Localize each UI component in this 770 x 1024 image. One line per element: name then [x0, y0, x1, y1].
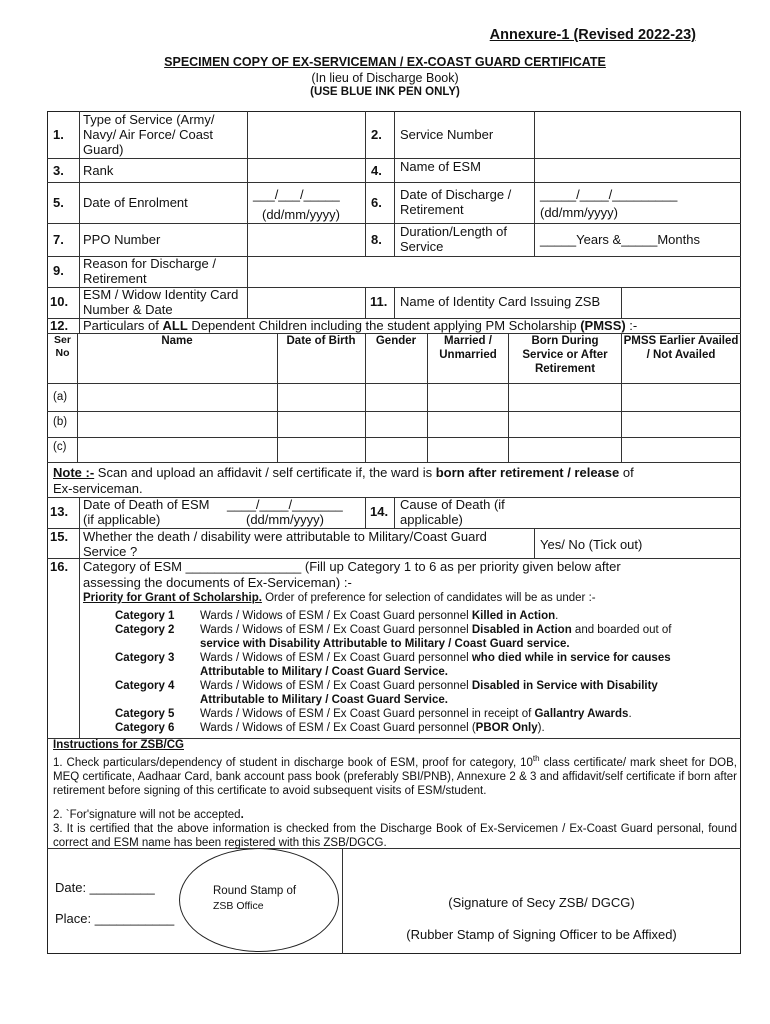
date-format-hint: (dd/mm/yyyy)	[262, 207, 340, 222]
category-name: Category 6	[115, 722, 175, 734]
instruction-2: 2. `For'signature will not be accepted.	[53, 809, 244, 821]
field-number: 9.	[53, 263, 64, 278]
stamp-label: ZSB Office	[213, 900, 264, 912]
field-number: 7.	[53, 232, 64, 247]
col-rule	[394, 287, 395, 318]
field-number: 5.	[53, 195, 64, 210]
row-rule	[47, 383, 741, 384]
date-field[interactable]: Date: _________	[55, 880, 155, 895]
service-duration-label: Duration/Length of Service	[400, 224, 507, 254]
field-number: 16.	[50, 559, 69, 574]
category-text: Wards / Widows of ESM / Ex Coast Guard personnel Disabled in Service with Disability	[200, 680, 658, 692]
category-name: Category 5	[115, 708, 175, 720]
children-particulars-label: Particulars of ALL Dependent Children including the student applying PM Scholarship (PMSS) :-	[83, 318, 638, 333]
col-rule	[79, 318, 80, 333]
ppo-number-label: PPO Number	[83, 232, 161, 247]
col-rule	[621, 333, 622, 462]
col-rule	[277, 333, 278, 462]
category-name: Category 3	[115, 652, 175, 664]
discharge-reason-label: Reason for Discharge / Retirement	[83, 256, 216, 286]
stamp-label: Round Stamp of	[213, 885, 297, 897]
discharge-date-blank[interactable]: _____/____/_________	[540, 187, 678, 202]
affidavit-note-cont: Ex-serviceman.	[53, 481, 143, 496]
col-rule	[79, 111, 80, 318]
ink-instruction: (USE BLUE INK PEN ONLY)	[310, 86, 460, 98]
row-rule	[47, 462, 741, 463]
rank-label: Rank	[83, 163, 114, 178]
category-text: Wards / Widows of ESM / Ex Coast Guard personnel in receipt of Gallantry Awards.	[200, 708, 632, 720]
field-number: 14.	[370, 504, 389, 519]
row-rule	[47, 411, 741, 412]
field-number: 12.	[50, 318, 69, 333]
field-number: 3.	[53, 163, 64, 178]
category-text-cont: Attributable to Military / Coast Guard Service.	[200, 666, 448, 678]
death-cause-label: Cause of Death (if applicable)	[400, 497, 505, 527]
instructions-heading: Instructions for ZSB/CG	[53, 739, 184, 751]
table-row-label: (c)	[53, 441, 67, 453]
rubber-stamp-note: (Rubber Stamp of Signing Officer to be Affixed)	[406, 927, 677, 942]
instruction-1: 1. Check particulars/dependency of student in discharge book of ESM, proof for category, 10th class certificate/ mark sheet for DOB, MEQ certificate, Aadhaar Card, bank account pass book (preferably SBI/PNB), Annexure 2 & 3 and affidavit/self certificate if born after retirement before signing of this certificate to avoid subsequent visits of ESM/student.	[53, 754, 737, 797]
field-number: 6.	[371, 195, 382, 210]
col-rule	[77, 333, 78, 462]
col-rule	[247, 111, 248, 318]
category-text: Wards / Widows of ESM / Ex Coast Guard personnel Disabled in Action and boarded out of	[200, 624, 672, 636]
death-date-blank[interactable]: ____/____/_______	[227, 497, 343, 512]
col-rule	[79, 558, 80, 738]
table-row-label: (b)	[53, 416, 68, 428]
col-rule	[534, 111, 535, 256]
field-number: 4.	[371, 163, 382, 178]
attributable-answer[interactable]: Yes/ No (Tick out)	[540, 537, 643, 552]
document-subtitle: (In lieu of Discharge Book)	[311, 71, 459, 85]
col-header-married: Married / Unmarried	[439, 335, 497, 361]
col-rule	[365, 333, 366, 462]
document-title: SPECIMEN COPY OF EX-SERVICEMAN / EX-COAST GUARD CERTIFICATE	[164, 55, 606, 69]
col-header-born: Born During Service or After Retirement	[522, 335, 608, 375]
enrolment-date-label: Date of Enrolment	[83, 195, 188, 210]
category-text-cont: Attributable to Military / Coast Guard Service.	[200, 694, 448, 706]
attributable-question: Whether the death / disability were attributable to Military/Coast Guard Service ?	[83, 529, 487, 559]
category-text: Wards / Widows of ESM / Ex Coast Guard personnel (PBOR Only).	[200, 722, 545, 734]
field-number: 2.	[371, 127, 382, 142]
col-header-dob: Date of Birth	[286, 335, 356, 347]
annexure-label: Annexure-1 (Revised 2022-23)	[489, 27, 696, 43]
secretary-signature: (Signature of Secy ZSB/ DGCG)	[448, 895, 635, 910]
field-number: 1.	[53, 127, 64, 142]
death-date-label: Date of Death of ESM (if applicable)	[83, 497, 210, 527]
col-header-ser: Ser No	[54, 334, 71, 359]
esm-category-line: Category of ESM ________________ (Fill up Category 1 to 6 as per priority given below after	[83, 559, 621, 574]
category-text: Wards / Widows of ESM / Ex Coast Guard personnel who died while in service for causes	[200, 652, 671, 664]
place-field[interactable]: Place: ___________	[55, 911, 175, 926]
table-row-label: (a)	[53, 391, 68, 403]
service-type-label: Type of Service (Army/ Navy/ Air Force/ Coast Guard)	[83, 112, 215, 157]
category-name: Category 1	[115, 610, 175, 622]
esm-name-label: Name of ESM	[400, 159, 481, 174]
category-text-cont: service with Disability Attributable to Military / Coast Guard service.	[200, 638, 570, 650]
col-rule	[365, 497, 366, 528]
esm-category-line: assessing the documents of Ex-Serviceman) :-	[83, 575, 352, 590]
priority-heading: Priority for Grant of Scholarship. Order of preference for selection of candidates will be as under :-	[83, 592, 596, 604]
service-number-label: Service Number	[400, 127, 494, 142]
affidavit-note: Note :- Scan and upload an affidavit / self certificate if, the ward is born after retirement / release of	[53, 465, 634, 480]
col-rule	[534, 528, 535, 558]
date-format-hint: (dd/mm/yyyy)	[246, 512, 324, 527]
field-number: 11.	[370, 294, 388, 309]
field-number: 13.	[50, 504, 69, 519]
col-header-pmss: PMSS Earlier Availed / Not Availed	[623, 335, 739, 361]
category-name: Category 2	[115, 624, 175, 636]
enrolment-date-blank[interactable]: ___/___/_____	[253, 187, 340, 202]
col-rule	[621, 287, 622, 318]
field-number: 15.	[50, 529, 69, 544]
field-number: 8.	[371, 232, 382, 247]
col-rule	[508, 333, 509, 462]
col-header-gender: Gender	[375, 335, 417, 347]
service-duration-blank[interactable]: _____Years &_____Months	[540, 232, 700, 247]
issuing-zsb-label: Name of Identity Card Issuing ZSB	[400, 294, 601, 309]
col-rule	[365, 111, 366, 256]
discharge-date-label: Date of Discharge / Retirement	[400, 187, 512, 217]
category-name: Category 4	[115, 680, 175, 692]
category-text: Wards / Widows of ESM / Ex Coast Guard personnel Killed in Action.	[200, 610, 559, 622]
id-card-label: ESM / Widow Identity Card Number & Date	[83, 287, 239, 317]
field-number: 10.	[50, 294, 69, 309]
col-rule	[427, 333, 428, 462]
col-rule	[394, 111, 395, 256]
col-rule	[365, 287, 366, 318]
date-format-hint: (dd/mm/yyyy)	[540, 205, 618, 220]
col-header-name: Name	[161, 335, 193, 347]
col-rule	[79, 497, 80, 558]
row-rule	[47, 437, 741, 438]
col-rule	[394, 497, 395, 528]
instruction-3: 3. It is certified that the above information is checked from the Discharge Book of Ex-Servicemen / Ex-Coast Guard personal, found correct and ESM name has been registered with this ZSB/DGCG.	[53, 823, 737, 849]
